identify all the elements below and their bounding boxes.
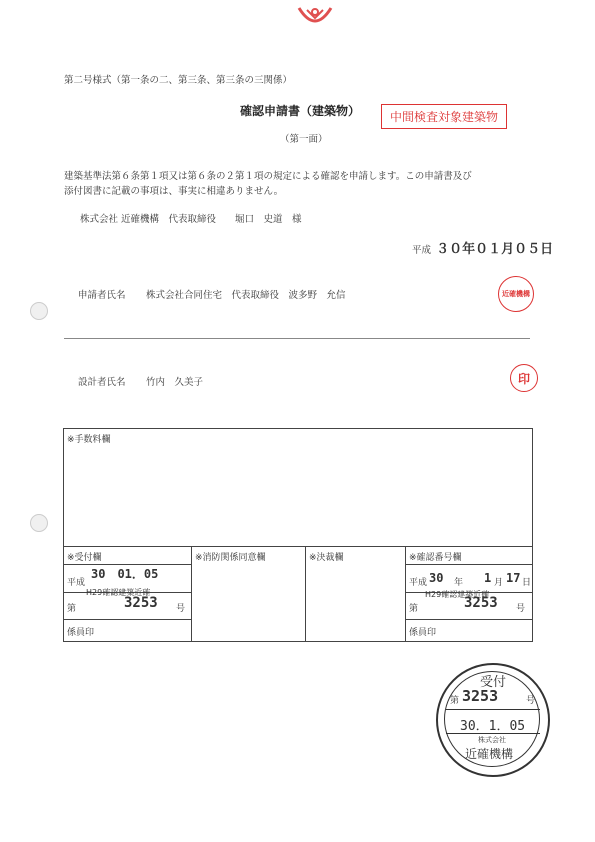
round-stamp-divider-2: [446, 733, 540, 734]
reception-label: ※受付欄: [67, 553, 102, 563]
reception-date: 30 01．05: [91, 567, 159, 581]
fee-label: ※手数料欄: [67, 435, 111, 445]
interim-inspection-stamp: [381, 104, 507, 129]
round-stamp-number: 3253: [462, 687, 499, 705]
applicant-seal-text: 近確機構: [502, 290, 530, 298]
confirm-number-suffix: 号: [516, 604, 526, 614]
intro-line-2: 添付図書に記載の事項は、事実に相違ありません。: [64, 186, 284, 197]
punch-hole-bottom: [30, 514, 48, 532]
page-subtitle: （第一面）: [280, 134, 328, 145]
office-use-table: [63, 428, 533, 642]
fire-consent-label: ※消防関係同意欄: [195, 553, 266, 563]
round-stamp-suffix: 号: [526, 696, 536, 706]
table-divider-v1: [191, 546, 192, 641]
confirm-era: 平成: [409, 578, 428, 588]
confirm-number-prefix: 第: [409, 604, 419, 614]
applicant-seal: [498, 276, 534, 312]
application-date: [412, 238, 553, 257]
confirm-year: 30: [429, 571, 444, 585]
decision-label: ※決裁欄: [309, 553, 344, 563]
confirm-number: 3253: [464, 595, 498, 611]
intro-line-1: 建築基準法第６条第１項又は第６条の２第１項の規定による確認を申請します。この申請書及び: [64, 171, 472, 182]
designer-label: 設計者氏名: [78, 377, 126, 388]
confirm-row-line-3: [405, 619, 532, 620]
form-header: 第二号様式（第一条の二、第三条、第三条の三関係）: [64, 75, 293, 86]
round-stamp-company: 近確機構: [465, 747, 514, 761]
confirm-row-line-1: [405, 564, 532, 565]
confirm-month: 1: [484, 571, 492, 585]
separator-line: [64, 338, 530, 339]
reception-number: 3253: [124, 595, 158, 611]
round-stamp-top: 受付: [480, 675, 507, 690]
interim-inspection-stamp-text: 中間検査対象建築物: [390, 110, 499, 124]
round-stamp-prefix: 第: [450, 696, 460, 706]
table-divider-v2: [305, 546, 306, 641]
applicant-name: 株式会社合同住宅 代表取締役 波多野 允信: [146, 290, 346, 301]
applicant-label: 申請者氏名: [78, 290, 126, 301]
round-stamp-date: 30．1．05: [460, 719, 526, 734]
designer-seal-text: 印: [517, 371, 530, 386]
confirm-number-label: ※確認番号欄: [409, 553, 462, 563]
round-stamp-company-small: 株式会社: [478, 736, 506, 744]
designer-seal: [510, 364, 538, 392]
reception-number-suffix: 号: [176, 604, 186, 614]
reception-code: H29確認建築近確: [86, 588, 151, 597]
round-stamp-divider: [446, 709, 540, 710]
top-logo-mark: [295, 4, 335, 30]
designer-name: 竹内 久美子: [146, 377, 204, 388]
reception-era: 平成: [67, 578, 86, 588]
date-value: ３０年０１月０５日: [436, 242, 554, 257]
date-era: 平成: [412, 245, 432, 256]
punch-hole-top: [30, 302, 48, 320]
confirm-day-unit: 日: [522, 578, 532, 588]
confirm-day: 17: [506, 571, 521, 585]
confirm-code: H29確認建築近確: [425, 590, 490, 599]
table-divider-horizontal: [64, 546, 532, 547]
addressee: 株式会社 近確機構 代表取締役 堀口 史道 様: [80, 214, 302, 225]
reception-round-stamp: [436, 663, 550, 777]
table-divider-v3: [405, 546, 406, 641]
confirm-staff-seal: 係員印: [409, 628, 437, 638]
reception-number-prefix: 第: [67, 604, 77, 614]
reception-staff-seal: 係員印: [67, 628, 95, 638]
confirm-month-unit: 月: [494, 578, 504, 588]
reception-row-line-3: [64, 619, 191, 620]
document-title: 確認申請書（建築物）: [240, 104, 361, 118]
confirm-year-unit: 年: [454, 578, 464, 588]
